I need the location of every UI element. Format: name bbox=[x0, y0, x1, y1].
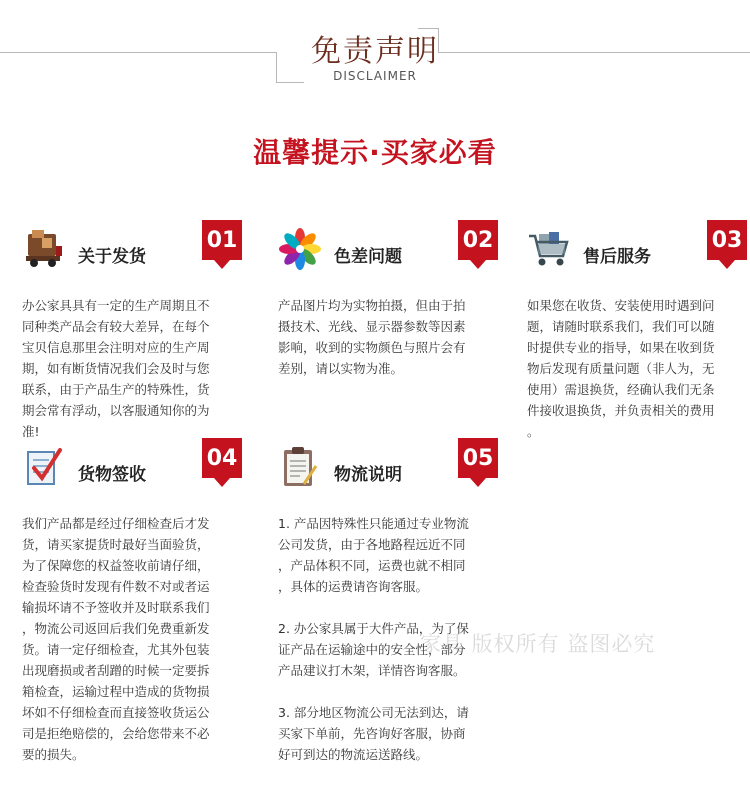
card-text bbox=[22, 492, 252, 786]
card-text bbox=[527, 274, 750, 463]
card-paragraph: 2. 办公家具属于大件产品，为了保 证产品在运输途中的安全性，部分 产品建议打木架，详情咨询客服。 bbox=[278, 621, 469, 678]
card-shipping bbox=[22, 226, 252, 463]
copyright-watermark: 家具 版权所有 盗图必究 bbox=[420, 632, 656, 656]
card-paragraph: 1. 产品因特殊性只能通过专业物流 公司发货，由于各地路程远近不同 ，产品体积不同，运费也就不相同 ，具体的运费请咨询客服。 bbox=[278, 516, 469, 594]
card-color-difference bbox=[278, 226, 508, 400]
delivery-truck-icon bbox=[22, 228, 66, 270]
card-title: 物流说明 bbox=[334, 465, 402, 485]
card-after-sales bbox=[527, 226, 750, 463]
page-subtitle: DISCLAIMER bbox=[333, 69, 417, 83]
page-title: 免责声明 bbox=[311, 34, 439, 69]
clipboard-icon bbox=[278, 446, 322, 488]
card-logistics bbox=[278, 444, 508, 786]
card-paragraph: 3. 部分地区物流公司无法到达，请 买家下单前，先咨询好客服，协商 好可到达的物流运送路线。 bbox=[278, 705, 469, 762]
card-title: 色差问题 bbox=[334, 247, 402, 267]
card-text bbox=[278, 274, 508, 400]
number-badge: 05 bbox=[458, 438, 498, 478]
number-badge: 01 bbox=[202, 220, 242, 260]
headline: 温馨提示·买家必看 bbox=[253, 136, 497, 169]
number-badge: 02 bbox=[458, 220, 498, 260]
number-badge: 04 bbox=[202, 438, 242, 478]
number-badge: 03 bbox=[707, 220, 747, 260]
color-wheel-icon bbox=[278, 228, 322, 270]
card-title: 关于发货 bbox=[78, 247, 146, 267]
shopping-cart-icon bbox=[527, 228, 571, 270]
card-title: 售后服务 bbox=[583, 247, 651, 267]
card-paragraph: 如果您在收货、安装使用时遇到问 题，请随时联系我们，我们可以随 时提供专业的指导，如果在收到货 物后发现有质量问题（非人为，无 使用）需退换货，经确认我们无条 件接收退换货，并负责相关的费用 。 bbox=[527, 298, 715, 439]
card-paragraph: 办公家具具有一定的生产周期且不 同种类产品会有较大差异，在每个 宝贝信息那里会注明对应的生产周 期，如有断货情况我们会及时与您 联系，由于产品生产的特殊性，货 期会常有浮动，以客服通知你的为 准! bbox=[22, 298, 210, 439]
card-title: 货物签收 bbox=[78, 465, 146, 485]
card-paragraph: 我们产品都是经过仔细检查后才发 货，请买家提货时最好当面验货， 为了保障您的权益签收前请仔细， 检查验货时发现有件数不对或者运 输损坏请不予签收并及时联系我们 ，物流公司返回后我们免费重新发 货。请一定仔细检查，尤其外包装 出现磨损或者刮蹭的时候一定要拆 箱检查，运输过程中造成的货物损 坏如不仔细检查而直接签收货运公 司是拒绝赔偿的，会给您带来不必 要的损失。 bbox=[22, 516, 210, 762]
card-paragraph: 产品图片均为实物拍摄，但由于拍 摄技术、光线、显示器参数等因素 影响，收到的实物颜色与照片会有 差别，请以实物为准。 bbox=[278, 298, 466, 376]
card-receipt-check bbox=[22, 444, 252, 786]
card-text bbox=[22, 274, 252, 463]
checklist-icon bbox=[22, 446, 66, 488]
